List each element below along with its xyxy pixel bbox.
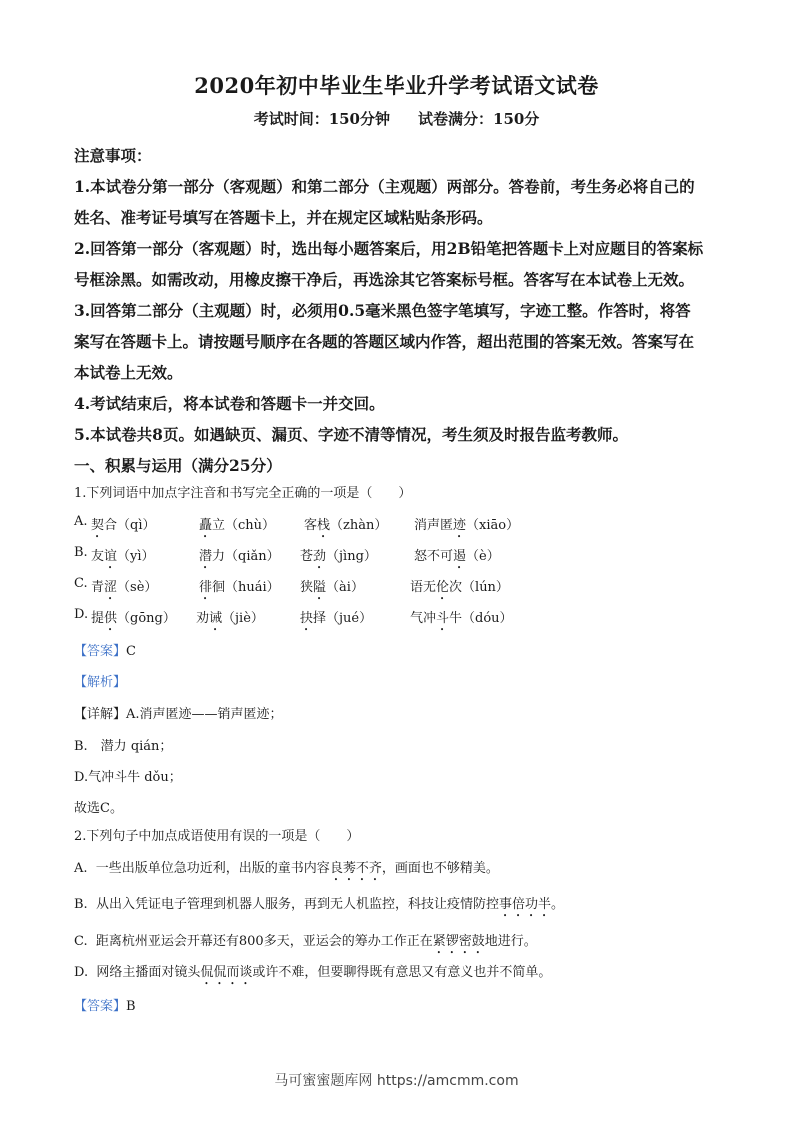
- q2-option-a: A. 一些出版单位急功近利，出版的童书内容良莠不齐，画面也不够精美。: [74, 861, 499, 876]
- dotted-char: 迹: [453, 518, 467, 533]
- q1-answer: [74, 640, 136, 659]
- option-item: 劝诫（jiè）: [196, 611, 264, 626]
- dotted-char: 矗: [199, 518, 213, 533]
- dotted-char: 抉: [300, 611, 314, 626]
- dotted-char: 契: [91, 518, 105, 533]
- q1-conclusion: 故选C。: [74, 801, 123, 816]
- option-item: 青涩（sè）: [91, 580, 158, 595]
- option-item: 气冲斗牛（dóu）: [410, 611, 513, 626]
- notes-line: 3.回答第二部分（主观题）时，必须用0.5毫米黑色签字笔填写，字迹工整。作答时，将答: [74, 301, 691, 320]
- exam-time: 考试时间：150分钟: [253, 110, 390, 128]
- option-item: 语无伦次（lún）: [410, 580, 509, 595]
- option-item: 消声匿迹（xiāo）: [414, 518, 520, 533]
- answer-value: B: [126, 999, 136, 1014]
- detail-text: A.消声匿迹——销声匿迹；: [126, 707, 283, 722]
- option-item: 契合（qì）: [91, 518, 156, 533]
- notes-line: 5.本试卷共8页。如遇缺页、漏页、字迹不清等情况，考生须及时报告监考教师。: [74, 425, 628, 444]
- dotted-char: 隘: [313, 580, 327, 595]
- option-item: 苍劲（jìng）: [300, 549, 377, 564]
- notes-line: 案写在答题卡上。请按题号顺序在各题的答题区域内作答，超出范围的答案无效。答案写在: [74, 332, 695, 351]
- q1-option-c: [74, 576, 734, 596]
- analysis-tag: 【解析】: [74, 675, 127, 690]
- dotted-char: 栈: [317, 518, 331, 533]
- option-item: 提供（gōng）: [91, 611, 176, 626]
- dotted-char: 伦: [436, 580, 450, 595]
- question-1-stem: 1.下列词语中加点字注音和书写完全正确的一项是（ ）: [74, 486, 412, 501]
- option-item: 抉择（jué）: [300, 611, 373, 626]
- dotted-char: 潜: [199, 549, 213, 564]
- option-label: C.: [74, 576, 88, 591]
- answer-value: C: [126, 644, 136, 659]
- dotted-idiom: 侃侃而谈: [200, 965, 253, 980]
- option-item: 狭隘（ài）: [300, 580, 364, 595]
- option-item: 徘徊（huái）: [199, 580, 280, 595]
- q2-option-b: B. 从出入凭证电子管理到机器人服务，再到无人机监控，科技让疫情防控事倍功半。: [74, 897, 564, 912]
- dotted-char: 诫: [209, 611, 223, 626]
- exam-info: [0, 108, 793, 129]
- dotted-char: 谊: [104, 549, 118, 564]
- answer-tag: 【答案】: [74, 999, 127, 1014]
- answer-tag: 【答案】: [74, 644, 127, 659]
- dotted-idiom: 良莠不齐: [329, 861, 382, 876]
- option-item: 客栈（zhàn）: [304, 518, 388, 533]
- dotted-char: 供: [104, 611, 118, 626]
- dotted-idiom: 紧锣密鼓: [432, 934, 485, 949]
- option-label: C.: [74, 934, 88, 949]
- q1-detail-b: B. 潜力 qián；: [74, 739, 173, 754]
- notes-heading: 注意事项：: [74, 146, 152, 165]
- option-item: 潜力（qiǎn）: [199, 549, 280, 564]
- dotted-char: 徘: [199, 580, 213, 595]
- q1-option-d: [74, 607, 734, 627]
- option-label: A.: [74, 514, 88, 529]
- dotted-char: 遏: [453, 549, 467, 564]
- q2-answer: [74, 995, 136, 1014]
- q2-option-c: C. 距离杭州亚运会开幕还有800多天，亚运会的筹办工作正在紧锣密鼓地进行。: [74, 934, 537, 949]
- dotted-char: 涩: [104, 580, 118, 595]
- notes-line: 号框涂黑。如需改动，用橡皮擦干净后，再选涂其它答案标号框。答客写在本试卷上无效。: [74, 270, 695, 289]
- q2-option-d: D. 网络主播面对镜头侃侃而谈或许不难，但要聊得既有意思又有意义也并不简单。: [74, 965, 552, 980]
- option-label: B.: [74, 897, 88, 912]
- detail-tag: 【详解】: [74, 707, 127, 722]
- option-item: 矗立（chù）: [199, 518, 276, 533]
- q1-option-a: [74, 514, 734, 534]
- option-label: D.: [74, 965, 89, 980]
- q1-option-b: [74, 545, 734, 565]
- page-title: 2020年初中毕业生毕业升学考试语文试卷: [194, 73, 599, 98]
- question-2-stem: 2.下列句子中加点成语使用有误的一项是（ ）: [74, 829, 360, 844]
- notes-line: 2.回答第一部分（客观题）时，选出每小题答案后，用2B铅笔把答题卡上对应题目的答案标: [74, 239, 704, 258]
- q1-analysis-tag: [74, 671, 126, 690]
- notes-line: 4.考试结束后，将本试卷和答题卡一并交回。: [74, 394, 385, 413]
- option-item: 怒不可遏（è）: [414, 549, 500, 564]
- dotted-idiom: 事倍功半: [498, 897, 551, 912]
- dotted-char: 劲: [313, 549, 327, 564]
- q1-detail: [74, 703, 283, 722]
- notes-line: 1.本试卷分第一部分（客观题）和第二部分（主观题）两部分。答卷前，考生务必将自己的: [74, 177, 695, 196]
- option-label: B.: [74, 545, 88, 560]
- footer-watermark: 马可蜜蜜题库网 https://amcmm.com: [274, 1073, 519, 1089]
- notes-section: [74, 140, 734, 481]
- exam-score: 试卷满分：150分: [418, 110, 540, 128]
- notes-line: 本试卷上无效。: [74, 363, 183, 382]
- option-label: A.: [74, 861, 88, 876]
- option-label: D.: [74, 607, 89, 622]
- option-item: 友谊（yì）: [91, 549, 155, 564]
- section-heading: 一、积累与运用（满分25分）: [74, 456, 282, 475]
- notes-line: 姓名、准考证号填写在答题卡上，并在规定区域粘贴条形码。: [74, 208, 493, 227]
- dotted-char: 斗: [436, 611, 450, 626]
- q1-detail-d: D.气冲斗牛 dǒu；: [74, 770, 182, 785]
